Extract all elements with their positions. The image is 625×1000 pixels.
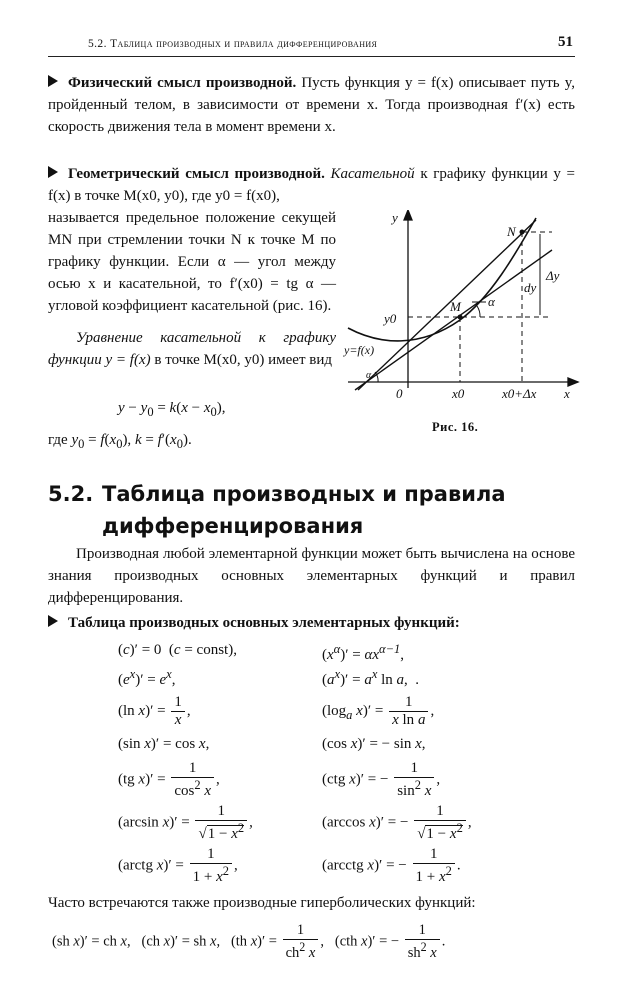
deriv-sin: (sin x)′ = cos x, [118,736,210,752]
tangent-equation-tail: в точке M(x0, y0) имеет вид [154,352,333,368]
geometric-meaning-text-continued: называется предельное положение секущей MN при стремлении точки N к точке M по графику функции. Если α — угол между осью x и касательной, то f′(x0) = tg α — угловой коэффициент касательной (рис. 16). [48,210,336,314]
deriv-ax: $(a^x)' = a^x$ ln a, . [322,667,420,688]
label-N: N [507,224,516,239]
label-alpha: α [488,294,495,309]
label-y-axis: y [392,210,398,225]
bullet-triangle-icon [48,75,58,87]
label-x0: x0 [452,386,465,401]
deriv-cos: (cos x)′ = − sin x, [322,736,426,752]
header-title: 5.2. Таблица производных и правила дифференцирования [88,38,378,50]
deriv-ctg: (ctg x)′ = − $\frac{1}{\sin^2 x}$ , [322,760,441,799]
figure-caption: Рис. 16. [432,420,479,434]
tangent-equation-title: Уравнение касательной к графику функции y = f(x) [48,330,336,368]
section-title-line2: дифференцирования [102,514,364,538]
deriv-log: ($\log_a$ x)′ = $\frac{1}{\text{x ln a}}$ , [322,694,435,728]
geometric-meaning-label: Геометрический смысл производной. [68,166,325,182]
label-M: M [450,299,461,314]
bullet-triangle-icon [48,615,58,627]
label-x-axis: x [564,386,570,401]
deriv-arctg: (arctg x)′ = $\frac{1}{1 + x^2}$ , [118,846,238,885]
section-title-line1: Таблица производных и правила [102,482,506,506]
bullet-triangle-icon [48,166,58,178]
physical-meaning-text: Пусть функция y = f(x) описывает путь y, пройденный телом, в зависимости от времени x. Тогда производная f′(x) есть скорость движения тела в момент времени x. [48,75,575,135]
deriv-power: $(x^\alpha)' = \alpha x^{\alpha-1}$, [322,642,405,663]
geometric-meaning-text: к графику функции y = f(x) в точке M(x0, y0), где y0 = f(x0), [48,166,576,204]
y-axis-arrow-icon [404,210,412,220]
deriv-arcsin: (arcsin x)′ = $\frac{1}{√1 - x^2}$ , [118,803,253,842]
page-number: 51 [558,34,573,50]
label-origin: 0 [396,386,403,401]
label-x0dx: x0+Δx [502,386,537,401]
tangent-where: где $y_0 = f(x_0)$, $k = f'(x_0)$. [48,432,192,451]
table-heading [48,612,575,634]
figure-16-tangent-diagram [340,210,580,410]
tangent-equation-intro [48,327,336,371]
geometric-narrow-column [48,207,336,317]
secant-line [358,220,536,390]
deriv-tg: (tg x)′ = $\frac{1}{\cos^2 x}$ , [118,760,220,799]
intro-paragraph: Производная любой элементарной функции может быть вычислена на основе знания производных основных элементарных функций и правил дифференцирования. [48,546,575,606]
x-axis-arrow-icon [568,378,578,386]
geometric-meaning-paragraph [48,163,575,207]
deriv-exp: $(e^x)' = e^x$, [118,667,176,688]
hyperbolic-intro: Часто встречаются также производные гиперболических функций: [48,895,476,911]
tangent-term: Касательной [330,166,415,182]
deriv-arccos: (arccos x)′ = − $\frac{1}{√1 - x^2}$ , [322,803,472,842]
alpha-arc [477,306,480,317]
physical-meaning-label: Физический смысл производной. [68,75,297,91]
physical-meaning-paragraph [48,72,575,138]
label-fx: y=f(x) [344,343,375,357]
tangent-equation: $y - y_0 = k(x - x_0)$, [118,400,226,419]
label-Dy: Δy [546,268,560,283]
section-number: 5.2. [48,482,94,506]
section-heading [48,478,575,542]
point-M [458,315,463,320]
deriv-ln: (ln x)′ = $\frac{1}{x}$ , [118,694,191,728]
running-header [48,36,575,57]
label-dy: dy [524,280,537,295]
table-heading-text: Таблица производных основных элементарных функций: [68,615,460,631]
label-alpha-origin: α [366,370,372,381]
deriv-const: (c)′ = 0 (c = const), [118,642,237,658]
label-y0: y0 [384,311,397,326]
point-N [520,230,525,235]
hyperbolic-derivatives: (sh x)′ = ch x, (ch x)′ = sh x, (th x)′ = $\frac{1}{ch^2 x}$ , (cth x)′ = − $\frac{1}{sh^2 x}$ . [52,922,446,961]
deriv-arcctg: (arcctg x)′ = − $\frac{1}{1 + x^2}$ . [322,846,461,885]
